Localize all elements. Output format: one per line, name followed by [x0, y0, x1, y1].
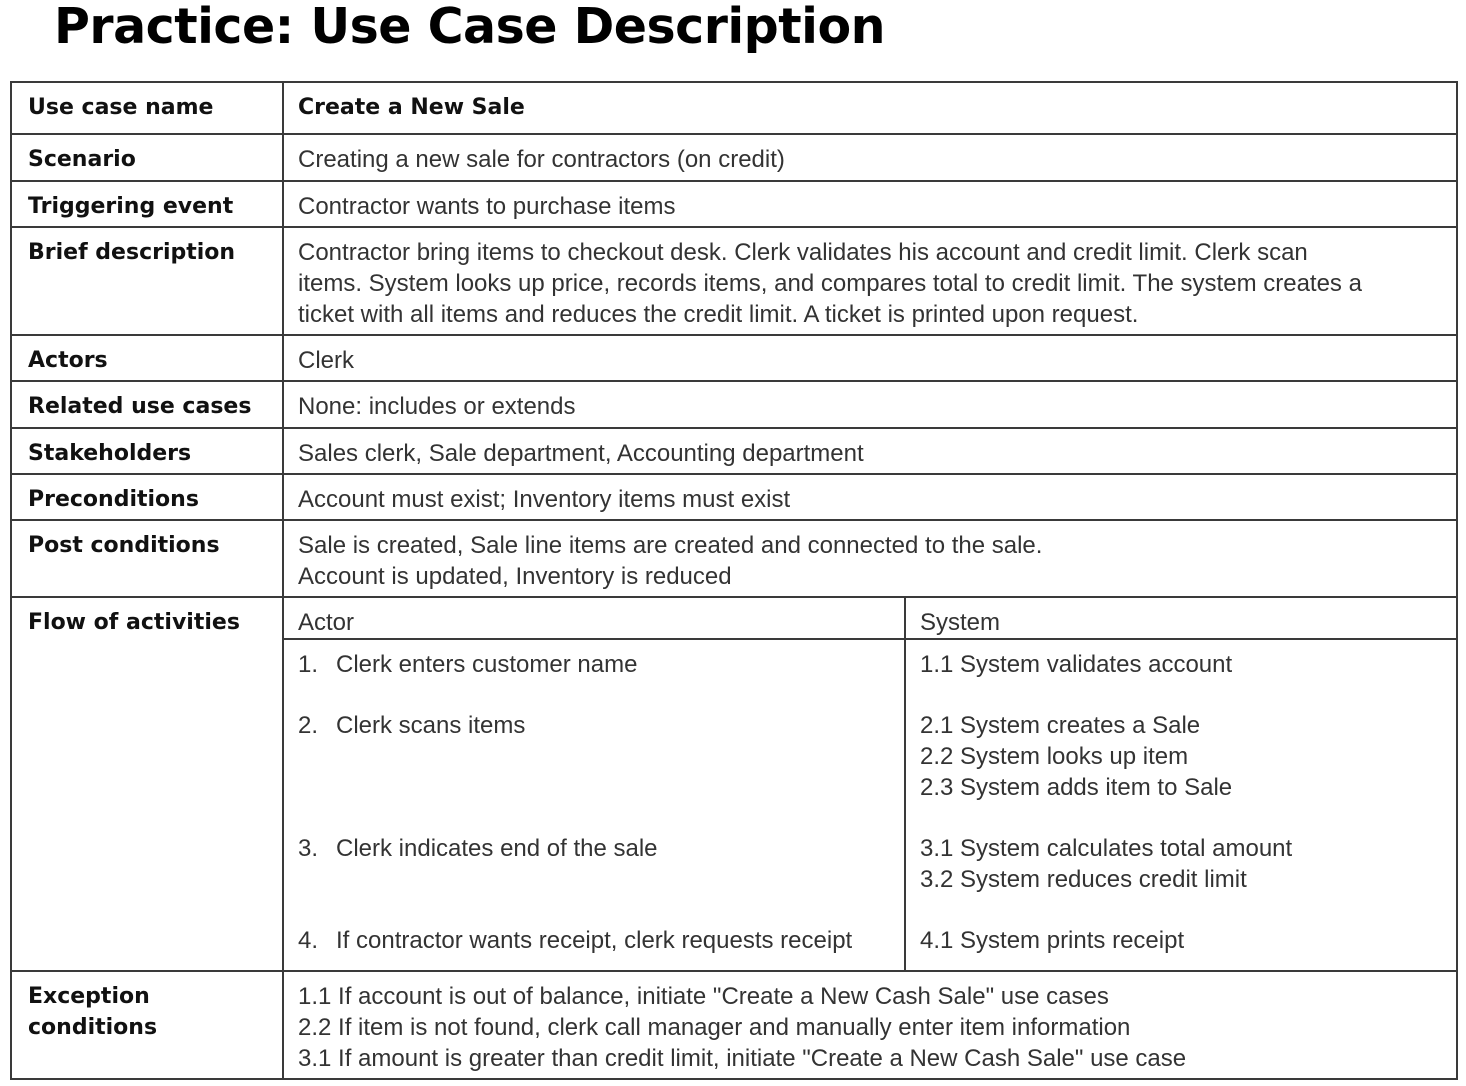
step-number: 2. [298, 712, 319, 739]
table-row [11, 134, 1457, 181]
row-value: Sales clerk, Sale department, Accounting department [283, 428, 1457, 474]
label-line: Exception [28, 984, 150, 1009]
row-label: Brief description [11, 227, 283, 335]
actor-steps [284, 639, 905, 970]
system-line: 1.1 System validates account [920, 651, 1233, 678]
system-step [920, 833, 1442, 925]
text-line: Sale is created, Sale line items are created and connected to the sale. [298, 532, 1043, 559]
exceptions-label [11, 971, 283, 1079]
row-label: Related use cases [11, 381, 283, 428]
system-step [920, 649, 1442, 710]
exception-line: 3.1 If amount is greater than credit limit, initiate "Create a New Cash Sale" use case [298, 1045, 1187, 1072]
flow-row [11, 597, 1457, 971]
step-number: 1. [298, 651, 319, 678]
row-label: Preconditions [11, 474, 283, 520]
table-row [11, 474, 1457, 520]
row-value: Create a New Sale [283, 82, 1457, 134]
text-line: ticket with all items and reduces the credit limit. A ticket is printed upon request. [298, 301, 1139, 328]
page-title: Practice: Use Case Description [54, 0, 885, 55]
table-row [11, 520, 1457, 597]
row-label: Actors [11, 335, 283, 381]
table-row [11, 428, 1457, 474]
exceptions-row [11, 971, 1457, 1079]
table-row [11, 381, 1457, 428]
exception-line: 1.1 If account is out of balance, initiate "Create a New Cash Sale" use cases [298, 983, 1109, 1010]
step-number: 3. [298, 835, 319, 862]
system-line: 4.1 System prints receipt [920, 927, 1185, 954]
row-label: Stakeholders [11, 428, 283, 474]
system-line: 2.2 System looks up item [920, 743, 1189, 770]
table-row [11, 227, 1457, 335]
step-text: Clerk enters customer name [336, 651, 638, 678]
row-value: Clerk [283, 335, 1457, 381]
row-value: Contractor wants to purchase items [283, 181, 1457, 227]
actor-step [298, 925, 890, 956]
row-value [283, 227, 1457, 335]
row-value: None: includes or extends [283, 381, 1457, 428]
use-case-table [10, 81, 1458, 1080]
row-value: Creating a new sale for contractors (on credit) [283, 134, 1457, 181]
system-step [920, 710, 1442, 833]
step-text: If contractor wants receipt, clerk requests receipt [336, 927, 853, 954]
step-number: 4. [298, 927, 319, 954]
system-line: 3.1 System calculates total amount [920, 835, 1293, 862]
system-step [920, 925, 1442, 956]
system-steps [905, 639, 1456, 970]
system-line: 3.2 System reduces credit limit [920, 866, 1247, 893]
actor-step [298, 649, 890, 710]
text-line: items. System looks up price, records items, and compares total to credit limit. The system creates a [298, 270, 1362, 297]
system-header: System [905, 598, 1456, 639]
row-value: Account must exist; Inventory items must exist [283, 474, 1457, 520]
step-text: Clerk scans items [336, 712, 526, 739]
row-label: Use case name [11, 82, 283, 134]
table-row [11, 335, 1457, 381]
table-row [11, 82, 1457, 134]
row-label: Post conditions [11, 520, 283, 597]
actor-header: Actor [284, 598, 905, 639]
flow-steps-row [284, 639, 1456, 970]
flow-header-row [284, 598, 1456, 639]
flow-table [284, 598, 1456, 970]
flow-cell [283, 597, 1457, 971]
exception-line: 2.2 If item is not found, clerk call manager and manually enter item information [298, 1014, 1131, 1041]
exceptions-value [283, 971, 1457, 1079]
flow-label: Flow of activities [11, 597, 283, 971]
row-value [283, 520, 1457, 597]
actor-step [298, 833, 890, 925]
system-line: 2.1 System creates a Sale [920, 712, 1201, 739]
label-line: conditions [28, 1015, 158, 1040]
text-line: Contractor bring items to checkout desk. Clerk validates his account and credit limit. Clerk scan [298, 239, 1308, 266]
step-text: Clerk indicates end of the sale [336, 835, 658, 862]
row-label: Scenario [11, 134, 283, 181]
table-row [11, 181, 1457, 227]
system-line: 2.3 System adds item to Sale [920, 774, 1233, 801]
row-label: Triggering event [11, 181, 283, 227]
actor-step [298, 710, 890, 833]
text-line: Account is updated, Inventory is reduced [298, 563, 732, 590]
